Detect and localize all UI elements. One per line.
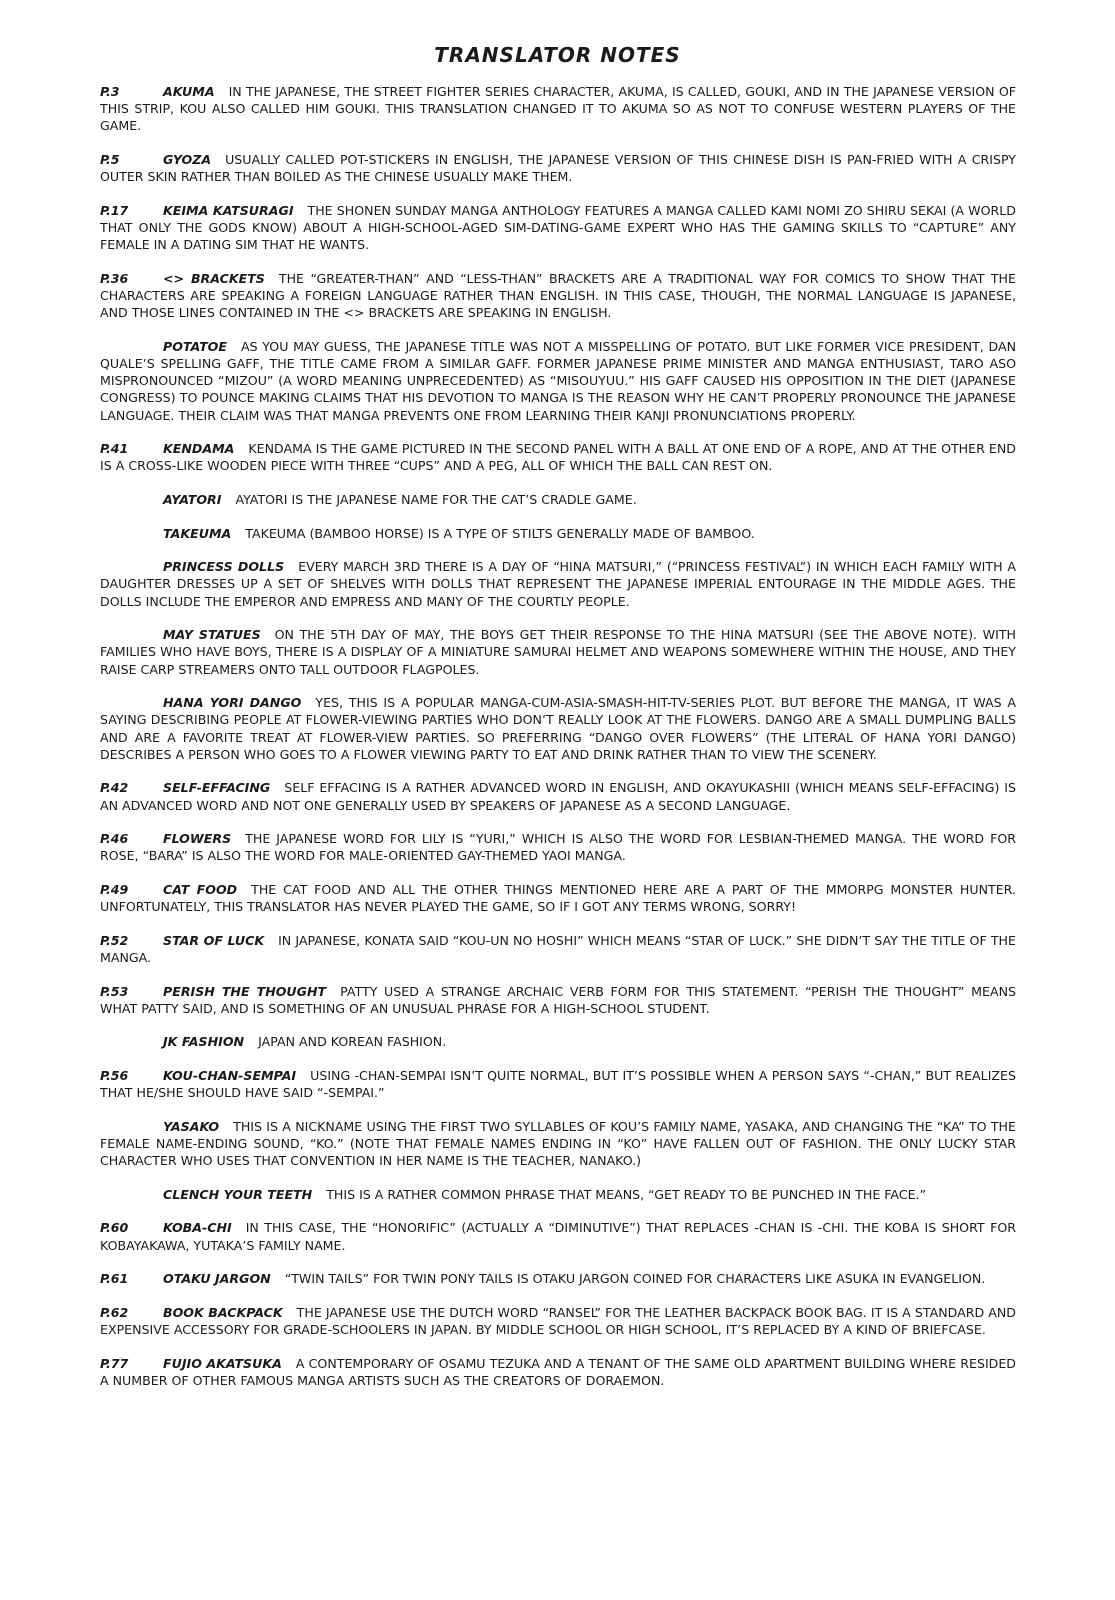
note-term: OTAKU JARGON — [163, 1271, 271, 1287]
note-text: EVERY MARCH 3RD THERE IS A DAY OF “HINA MATSURI,” (“PRINCESS FESTIVAL”) IN WHICH EACH FAMILY WITH A DAUGHTER DRESSES UP A SET OF SHELVES WITH DOLLS THAT REPRESENT THE JAPANESE IMPERIAL ENTOURAGE IN THE MIDDLE AGES. THE DOLLS INCLUDE THE EMPEROR AND EMPRESS AND MANY OF THE COURTLY PEOPLE. — [100, 559, 1016, 609]
note-text: USING -CHAN-SEMPAI ISN’T QUITE NORMAL, BUT IT’S POSSIBLE WHEN A PERSON SAYS “-CHAN,” BUT REALIZES THAT HE/SHE SHOULD HAVE SAID “-SEMPAI.” — [100, 1067, 1016, 1101]
translator-note — [100, 1355, 1016, 1389]
note-text: KENDAMA IS THE GAME PICTURED IN THE SECOND PANEL WITH A BALL AT ONE END OF A ROPE, AND AT THE OTHER END IS A CROSS-LIKE WOODEN PIECE WITH THREE “CUPS” AND A PEG, ALL OF WHICH THE BALL CAN REST ON. — [100, 441, 1016, 474]
note-text: THE SHONEN SUNDAY MANGA ANTHOLOGY FEATURES A MANGA CALLED KAMI NOMI ZO SHIRU SEKAI (A WORLD THAT ONLY THE GODS KNOW) ABOUT A HIGH-SCHOOL-AGED SIM-DATING-GAME EXPERT WHO HAS THE GAMING SKILLS TO “CAPTURE” ANY FEMALE IN A DATING SIM THAT HE WANTS. — [100, 202, 1016, 253]
note-text: AS YOU MAY GUESS, THE JAPANESE TITLE WAS NOT A MISSPELLING OF POTATO. BUT LIKE FORMER VICE PRESIDENT, DAN QUALE’S SPELLING GAFF, THE TITLE CAME FROM A SIMILAR GAFF. FORMER JAPANESE PRIME MINISTER AND MANGA ENTHUSIAST, TARO ASO MISPRONOUNCED “MIZOU” (A WORD MEANING UNPRECEDENTED) AS “MISOUYUU.” HIS GAFF CAUSED HIS OPPOSITION IN THE DIET (JAPANESE CONGRESS) TO POUNCE MAKING CLAIMS THAT HIS DEVOTION TO MANGA IS THE REASON WHY HE CAN’T PROPERLY PRONOUNCE THE JAPANESE LANGUAGE. THEIR CLAIM WAS THAT MANGA PREVENTS ONE FROM LEARNING THEIR KANJI PRONUNCIATIONS PROPERLY. — [100, 338, 1016, 423]
note-term: PERISH THE THOUGHT — [163, 983, 327, 999]
note-page-ref: P.3 — [100, 84, 120, 99]
note-page-ref: P.46 — [100, 831, 129, 847]
note-term: YASAKO — [163, 1118, 220, 1134]
note-term: HANA YORI DANGO — [163, 695, 302, 711]
note-text: PATTY USED A STRANGE ARCHAIC VERB FORM FOR THIS STATEMENT. “PERISH THE THOUGHT” MEANS WHAT PATTY SAID, AND IS SOMETHING OF AN UNUSUAL PHRASE FOR A HIGH-SCHOOL STUDENT. — [100, 983, 1017, 1016]
note-page-ref: P.49 — [100, 881, 129, 897]
note-term: KEIMA KATSURAGI — [163, 202, 294, 218]
note-text: THIS IS A RATHER COMMON PHRASE THAT MEANS, “GET READY TO BE PUNCHED IN THE FACE.” — [326, 1186, 927, 1202]
note-term: KOU-CHAN-SEMPAI — [163, 1067, 297, 1083]
translator-note — [100, 881, 1016, 915]
translator-note — [100, 1186, 1016, 1203]
note-text: A CONTEMPORARY OF OSAMU TEZUKA AND A TENANT OF THE SAME OLD APARTMENT BUILDING WHERE RESIDED A NUMBER OF OTHER FAMOUS MANGA ARTISTS SUCH AS THE CREATORS OF DORAEMON. — [100, 1355, 1017, 1388]
note-term: CAT FOOD — [163, 881, 238, 897]
note-page-ref: P.17 — [100, 202, 129, 218]
note-text: USUALLY CALLED POT-STICKERS IN ENGLISH, THE JAPANESE VERSION OF THIS CHINESE DISH IS PAN-FRIED WITH A CRISPY OUTER SKIN RATHER THAN BOILED AS THE CHINESE USUALLY MAKE THEM. — [100, 152, 1016, 185]
note-text: THE JAPANESE WORD FOR LILY IS “YURI,” WHICH IS ALSO THE WORD FOR LESBIAN-THEMED MANGA. THE WORD FOR ROSE, “BARA” IS ALSO THE WORD FOR MALE-ORIENTED GAY-THEMED YAOI MANGA. — [100, 831, 1016, 864]
note-text: TAKEUMA (BAMBOO HORSE) IS A TYPE OF STILTS GENERALLY MADE OF BAMBOO. — [245, 525, 755, 541]
note-text: AYATORI IS THE JAPANESE NAME FOR THE CAT’S CRADLE GAME. — [235, 492, 637, 507]
note-term: FLOWERS — [163, 831, 232, 847]
translator-note — [100, 1304, 1016, 1338]
translator-note — [100, 270, 1016, 322]
note-text: JAPAN AND KOREAN FASHION. — [258, 1034, 447, 1050]
note-text: THE “GREATER-THAN” AND “LESS-THAN” BRACKETS ARE A TRADITIONAL WAY FOR COMICS TO SHOW THAT THE CHARACTERS ARE SPEAKING A FOREIGN LANGUAGE RATHER THAN ENGLISH. IN THIS CASE, THOUGH, THE NORMAL LANGUAGE IS JAPANESE, AND THOSE LINES CONTAINED IN THE <> BRACKETS ARE SPEAKING IN ENGLISH. — [100, 270, 1016, 321]
note-page-ref: P.41 — [100, 441, 129, 457]
note-text: IN THIS CASE, THE “HONORIFIC” (ACTUALLY A “DIMINUTIVE”) THAT REPLACES -CHAN IS -CHI. THE KOBA IS SHORT FOR KOBAYAKAWA, YUTAKA’S FAMILY NAME. — [100, 1220, 1016, 1253]
note-text: “TWIN TAILS” FOR TWIN PONY TAILS IS OTAKU JARGON COINED FOR CHARACTERS LIKE ASUKA IN EVANGELION. — [284, 1271, 986, 1287]
translator-note — [100, 830, 1016, 864]
translator-note — [100, 1270, 1016, 1287]
note-page-ref: P.5 — [100, 152, 120, 167]
note-term: MAY STATUES — [163, 627, 261, 643]
translator-note — [100, 491, 1016, 508]
note-term: GYOZA — [163, 152, 212, 167]
translator-note — [100, 83, 1016, 135]
note-term: AKUMA — [163, 84, 215, 99]
translator-note — [100, 983, 1016, 1017]
note-term: JK FASHION — [163, 1034, 245, 1050]
translator-note — [100, 338, 1016, 424]
note-term: SELF-EFFACING — [163, 780, 271, 796]
note-text: IN THE JAPANESE, THE STREET FIGHTER SERIES CHARACTER, AKUMA, IS CALLED, GOUKI, AND IN THE JAPANESE VERSION OF THIS STRIP, KOU ALSO CALLED HIM GOUKI. THIS TRANSLATION CHANGED IT TO AKUMA SO AS NOT TO CONFUSE WESTERN PLAYERS OF THE GAME. — [100, 84, 1016, 134]
note-term: BOOK BACKPACK — [163, 1304, 283, 1320]
translator-note — [100, 779, 1016, 813]
translator-note — [100, 1067, 1016, 1101]
note-page-ref: P.77 — [100, 1355, 129, 1371]
note-page-ref: P.53 — [100, 983, 129, 999]
page-title: TRANSLATOR NOTES — [434, 43, 681, 67]
note-term: PRINCESS DOLLS — [163, 559, 285, 575]
note-text: THE CAT FOOD AND ALL THE OTHER THINGS MENTIONED HERE ARE A PART OF THE MMORPG MONSTER HUNTER. UNFORTUNATELY, THIS TRANSLATOR HAS NEVER PLAYED THE GAME, SO IF I GOT ANY TERMS WRONG, SORRY! — [100, 881, 1016, 915]
note-term: POTATOE — [163, 338, 227, 354]
note-page-ref: P.62 — [100, 1304, 129, 1320]
note-text: IN JAPANESE, KONATA SAID “KOU-UN NO HOSHI” WHICH MEANS “STAR OF LUCK.” SHE DIDN’T SAY THE TITLE OF THE MANGA. — [100, 932, 1016, 965]
note-text: THE JAPANESE USE THE DUTCH WORD “RANSEL” FOR THE LEATHER BACKPACK BOOK BAG. IT IS A STANDARD AND EXPENSIVE ACCESSORY FOR GRADE-SCHOOLERS IN JAPAN. BY MIDDLE SCHOOL OR HIGH SCHOOL, IT’S REPLACED BY A KIND OF BRIEFCASE. — [100, 1304, 1016, 1337]
translator-note — [100, 932, 1016, 966]
translator-note — [100, 202, 1016, 254]
translator-note — [100, 1033, 1016, 1050]
translator-note — [100, 525, 1016, 542]
note-page-ref: P.60 — [100, 1220, 129, 1236]
translator-note — [100, 1219, 1016, 1253]
note-text: SELF EFFACING IS A RATHER ADVANCED WORD IN ENGLISH, AND OKAYUKASHII (WHICH MEANS SELF-EFFACING) IS AN ADVANCED WORD AND NOT ONE GENERALLY USED BY SPEAKERS OF JAPANESE AS A SECOND LANGUAGE. — [100, 780, 1016, 813]
note-term: CLENCH YOUR TEETH — [163, 1186, 313, 1202]
note-text: YES, THIS IS A POPULAR MANGA-CUM-ASIA-SMASH-HIT-TV-SERIES PLOT. BUT BEFORE THE MANGA, IT WAS A SAYING DESCRIBING PEOPLE AT FLOWER-VIEWING PARTIES WHO DON’T REALLY LOOK AT THE FLOWERS. DANGO ARE A SMALL DUMPLING BALLS AND ARE A FAVORITE TREAT AT FLOWER-VIEW PARTIES. SO PREFERRING “DANGO OVER FLOWERS” (THE LITERAL OF HANA YORI DANGO) DESCRIBES A PERSON WHO GOES TO A FLOWER VIEWING PARTY TO EAT AND DRINK RATHER THAN TO VIEW THE SCENERY. — [100, 695, 1017, 762]
note-term: KENDAMA — [163, 441, 235, 457]
translator-note — [100, 151, 1016, 185]
note-term: <> BRACKETS — [163, 270, 265, 286]
note-term: STAR OF LUCK — [163, 932, 265, 948]
translator-note — [100, 558, 1016, 610]
note-text: ON THE 5TH DAY OF MAY, THE BOYS GET THEIR RESPONSE TO THE HINA MATSURI (SEE THE ABOVE NOTE). WITH FAMILIES WHO HAVE BOYS, THERE IS A DISPLAY OF A MINIATURE SAMURAI HELMET AND WEAPONS SOMEWHERE WITHIN THE HOUSE, AND THEY RAISE CARP STREAMERS ONTO TALL OUTDOOR FLAGPOLES. — [100, 627, 1016, 677]
note-text: THIS IS A NICKNAME USING THE FIRST TWO SYLLABLES OF KOU’S FAMILY NAME, YASAKA, AND CHANGING THE “KA” TO THE FEMALE NAME-ENDING SOUND, “KO.” (NOTE THAT FEMALE NAMES ENDING IN “KO” HAVE FALLEN OUT OF FASHION. THE ONLY LUCKY STAR CHARACTER WHO USES THAT CONVENTION IN HER NAME IS THE TEACHER, NANAKO.) — [100, 1118, 1016, 1169]
translator-note — [100, 694, 1016, 763]
translator-note — [100, 1118, 1016, 1170]
notes-list — [100, 83, 1016, 1405]
note-page-ref: P.52 — [100, 932, 129, 948]
note-term: AYATORI — [163, 492, 222, 507]
note-term: FUJIO AKATSUKA — [163, 1355, 282, 1371]
note-page-ref: P.42 — [100, 780, 129, 796]
note-page-ref: P.61 — [100, 1271, 129, 1287]
translator-note — [100, 440, 1016, 474]
note-term: TAKEUMA — [163, 525, 232, 541]
note-term: KOBA-CHI — [163, 1220, 232, 1236]
note-page-ref: P.36 — [100, 270, 129, 286]
translator-note — [100, 626, 1016, 678]
note-page-ref: P.56 — [100, 1067, 129, 1083]
